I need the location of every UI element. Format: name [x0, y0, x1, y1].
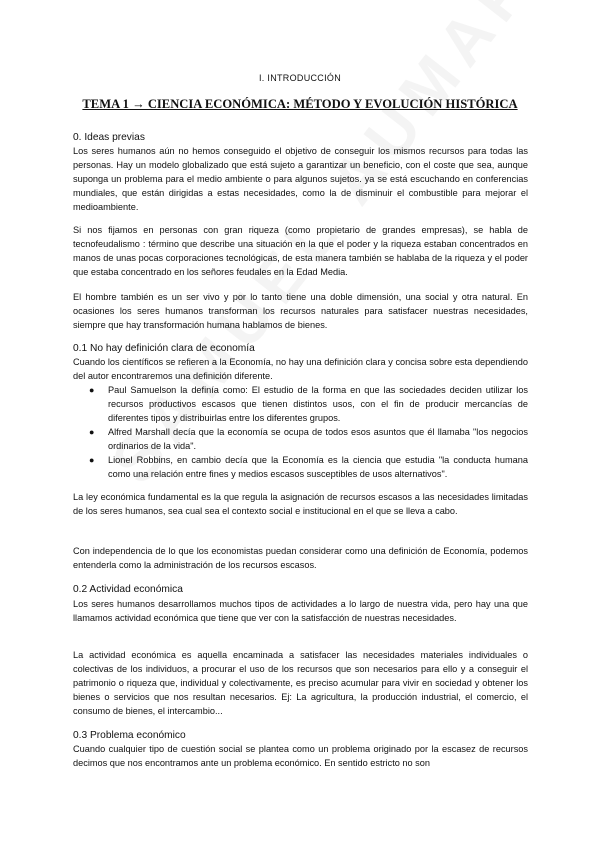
section-heading-ideas-previas: 0. Ideas previas — [73, 132, 145, 143]
paragraph-tecnofeudalismo: Si nos fijamos en personas con gran riqueza (como propietario de grandes empresas), se habla de tecnofeudalismo : término que describe una situación en la que el poder y la riqueza estaban concentrados en manos de unas pocas corporaciones tecnológicas, de esta manera también se hablaba de la riqueza y el poder que estaba concentrado en los señores feudales en la Edad Media. — [73, 225, 528, 277]
section-heading-actividad: 0.2 Actividad económica — [73, 584, 183, 595]
topic-title: TEMA 1 → CIENCIA ECONÓMICA: MÉTODO Y EVOLUCIÓN HISTÓRICA — [82, 97, 518, 111]
list-item-text: Alfred Marshall decía que la economía se ocupa de todos esos asuntos que él llamaba "los negocios ordinarios de la vida". — [108, 427, 528, 451]
list-item-text: Lionel Robbins, en cambio decía que la Economía es la ciencia que estudia "la conducta humana como una relación entre fines y medios escasos susceptibles de usos alternativos". — [108, 455, 528, 479]
paragraph-recursos: Los seres humanos aún no hemos conseguido el objetivo de conseguir los mismos recursos para todas las personas. Hay un modelo globalizado que está sujeto a garantizar un beneficio, con el coste que sea, aunque suponga un problema para el medio ambiente o para algunos sujetos. ya se está escuchando en conferencias mundiales, que están dirigidas a estas necesidades, como la de disminuir el combustible para mejorar el medioambiente. — [73, 146, 528, 212]
bullet-icon: ● — [89, 455, 95, 465]
paragraph-actividad-economica: La actividad económica es aquella encaminada a satisfacer las necesidades materiales individuales o colectivas de los individuos, a procurar el uso de los recursos que son necesarios para ello y a conseguir el patrimonio o riqueza que, individual y colectivamente, es preciso acumular para vivir en sociedad y obtener los bienes o servicios que nos resultan necesarios. Ej: La agricultura, la producción industrial, el comercio, el consumo de bienes, el intercambio... — [73, 650, 528, 716]
paragraph-ley-economica: La ley económica fundamental es la que regula la asignación de recursos escasos a las necesidades limitadas de los seres humanos, sea cual sea el contexto social e institucional en el que se lleva a cabo. — [73, 492, 528, 516]
paragraph-independencia: Con independencia de lo que los economistas puedan considerar como una definición de Economía, podemos entenderla como la administración de los recursos escasos. — [73, 546, 528, 570]
bullet-icon: ● — [89, 427, 95, 437]
paragraph-actividades: Los seres humanos desarrollamos muchos tipos de actividades a lo largo de nuestra vida, pero hay una que llamamos actividad económica que tiene que ver con la satisfacción de nuestras necesidades. — [73, 599, 528, 623]
paragraph-doble-dimension: El hombre también es un ser vivo y por lo tanto tiene una doble dimensión, una social y otra natural. En ocasiones los seres humanos transforman los recursos naturales para satisfacer nuestras necesidades, siempre que hay transformación humana hablamos de bienes. — [73, 292, 528, 330]
list-item — [73, 453, 528, 481]
section-heading-definicion: 0.1 No hay definición clara de economía — [73, 343, 255, 354]
paragraph-definicion: Cuando los científicos se refieren a la Economía, no hay una definición clara y concisa sobre esta dependiendo del autor encontraremos una definición diferente. — [73, 357, 528, 381]
list-item — [73, 383, 528, 425]
chapter-heading: I. INTRODUCCIÓN — [259, 73, 341, 83]
bullet-icon: ● — [89, 385, 95, 395]
paragraph-problema: Cuando cualquier tipo de cuestión social se plantea como un problema originado por la escasez de recursos decimos que nos encontramos ante un problema económico. En sentido estricto no son — [73, 744, 528, 768]
section-heading-problema: 0.3 Problema económico — [73, 730, 186, 741]
list-item — [73, 425, 528, 453]
definitions-list — [73, 383, 528, 481]
list-item-text: Paul Samuelson la definía como: El estudio de la forma en que las sociedades deciden utilizar los recursos productivos escasos que tienen distintos usos, con el fin de producir mercancías de diferentes tipos y distribuirlas entre los diferentes grupos. — [108, 385, 528, 423]
